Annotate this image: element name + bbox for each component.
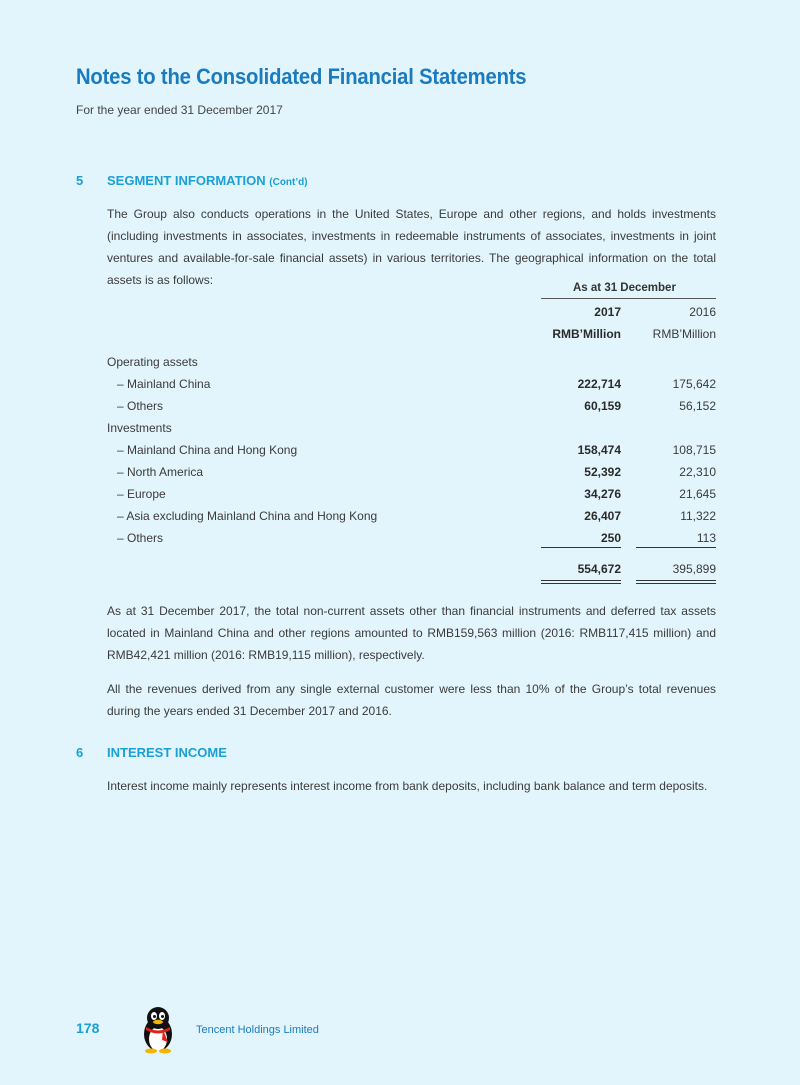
table-row — [107, 461, 716, 483]
geographical-assets-table — [107, 278, 716, 598]
section-number: 5 — [76, 173, 84, 188]
as-at-header: As at 31 December — [573, 282, 676, 294]
row-label: – Mainland China and Hong Kong — [117, 443, 298, 457]
table-row — [107, 417, 716, 439]
row-value-current: 60,159 — [584, 399, 621, 413]
total-prior: 395,899 — [672, 562, 716, 576]
section-title: INTEREST INCOME — [107, 745, 227, 760]
section-number: 6 — [76, 745, 84, 760]
table-row — [107, 373, 716, 395]
table-row — [107, 351, 716, 373]
section-6-text: Interest income mainly represents interest income from bank deposits, including bank balance and term deposits. — [107, 779, 708, 793]
section-5-para-2: As at 31 December 2017, the total non-current assets other than financial instruments and deferred tax assets located in Mainland China and other regions amounted to RMB159,563 million (2016: RMB117,415 million) and RMB42,421 million (2016: RMB19,115 million), respectively. — [107, 604, 716, 662]
total-rule-current-2 — [541, 583, 621, 584]
row-label: – Others — [117, 399, 164, 413]
year-current: 2017 — [594, 305, 621, 319]
total-rule-prior-2 — [636, 583, 716, 584]
row-label: Investments — [107, 421, 172, 435]
row-value-prior: 175,642 — [672, 377, 716, 391]
header-rule — [541, 298, 716, 299]
page-subtitle: For the year ended 31 December 2017 — [76, 103, 283, 117]
unit-current: RMB’Million — [552, 327, 621, 341]
row-label: Operating assets — [107, 355, 198, 369]
row-label: – Others — [117, 531, 164, 545]
table-row — [107, 527, 716, 549]
row-label: – North America — [117, 465, 204, 479]
total-rule-prior-1 — [636, 580, 716, 581]
row-value-current: 222,714 — [577, 377, 621, 391]
total-rule-current-1 — [541, 580, 621, 581]
table-row — [107, 483, 716, 505]
unit-prior: RMB’Million — [652, 327, 716, 341]
row-value-prior: 21,645 — [679, 487, 716, 501]
total-current: 554,672 — [577, 562, 621, 576]
row-value-current: 52,392 — [584, 465, 621, 479]
row-value-current: 26,407 — [584, 509, 621, 523]
row-value-prior: 22,310 — [679, 465, 716, 479]
penguin-logo-icon — [138, 1004, 178, 1054]
table-row — [107, 505, 716, 527]
year-prior: 2016 — [689, 305, 716, 319]
row-value-prior: 11,322 — [680, 509, 716, 523]
row-value-prior: 56,152 — [679, 399, 716, 413]
section-5-para-3: All the revenues derived from any single external customer were less than 10% of the Group’s total revenues during the years ended 31 December 2017 and 2016. — [107, 682, 716, 718]
company-name: Tencent Holdings Limited — [196, 1024, 319, 1036]
page-title: Notes to the Consolidated Financial Statements — [76, 64, 527, 89]
row-value-current: 34,276 — [584, 487, 621, 501]
row-value-current: 158,474 — [577, 443, 621, 457]
section-5-intro: The Group also conducts operations in the United States, Europe and other regions, and holds investments (including investments in associates, investments in redeemable instruments of associates, investments in joint ventures and available-for-sale financial assets) in various territories. The geographical information on the total assets is as follows: — [107, 207, 716, 287]
table-row — [107, 395, 716, 417]
contd-label: (Cont’d) — [269, 177, 308, 188]
page-number: 178 — [76, 1020, 100, 1036]
row-value-current: 250 — [600, 531, 621, 545]
row-value-prior: 113 — [696, 531, 716, 545]
section-title: SEGMENT INFORMATION (Cont’d) — [107, 173, 308, 188]
row-value-prior: 108,715 — [672, 443, 716, 457]
row-label: – Europe — [117, 487, 166, 501]
subtotal-rule-current — [541, 547, 621, 548]
row-label: – Asia excluding Mainland China and Hong Kong — [117, 509, 378, 523]
row-label: – Mainland China — [117, 377, 211, 391]
table-row — [107, 439, 716, 461]
subtotal-rule-prior — [636, 547, 716, 548]
